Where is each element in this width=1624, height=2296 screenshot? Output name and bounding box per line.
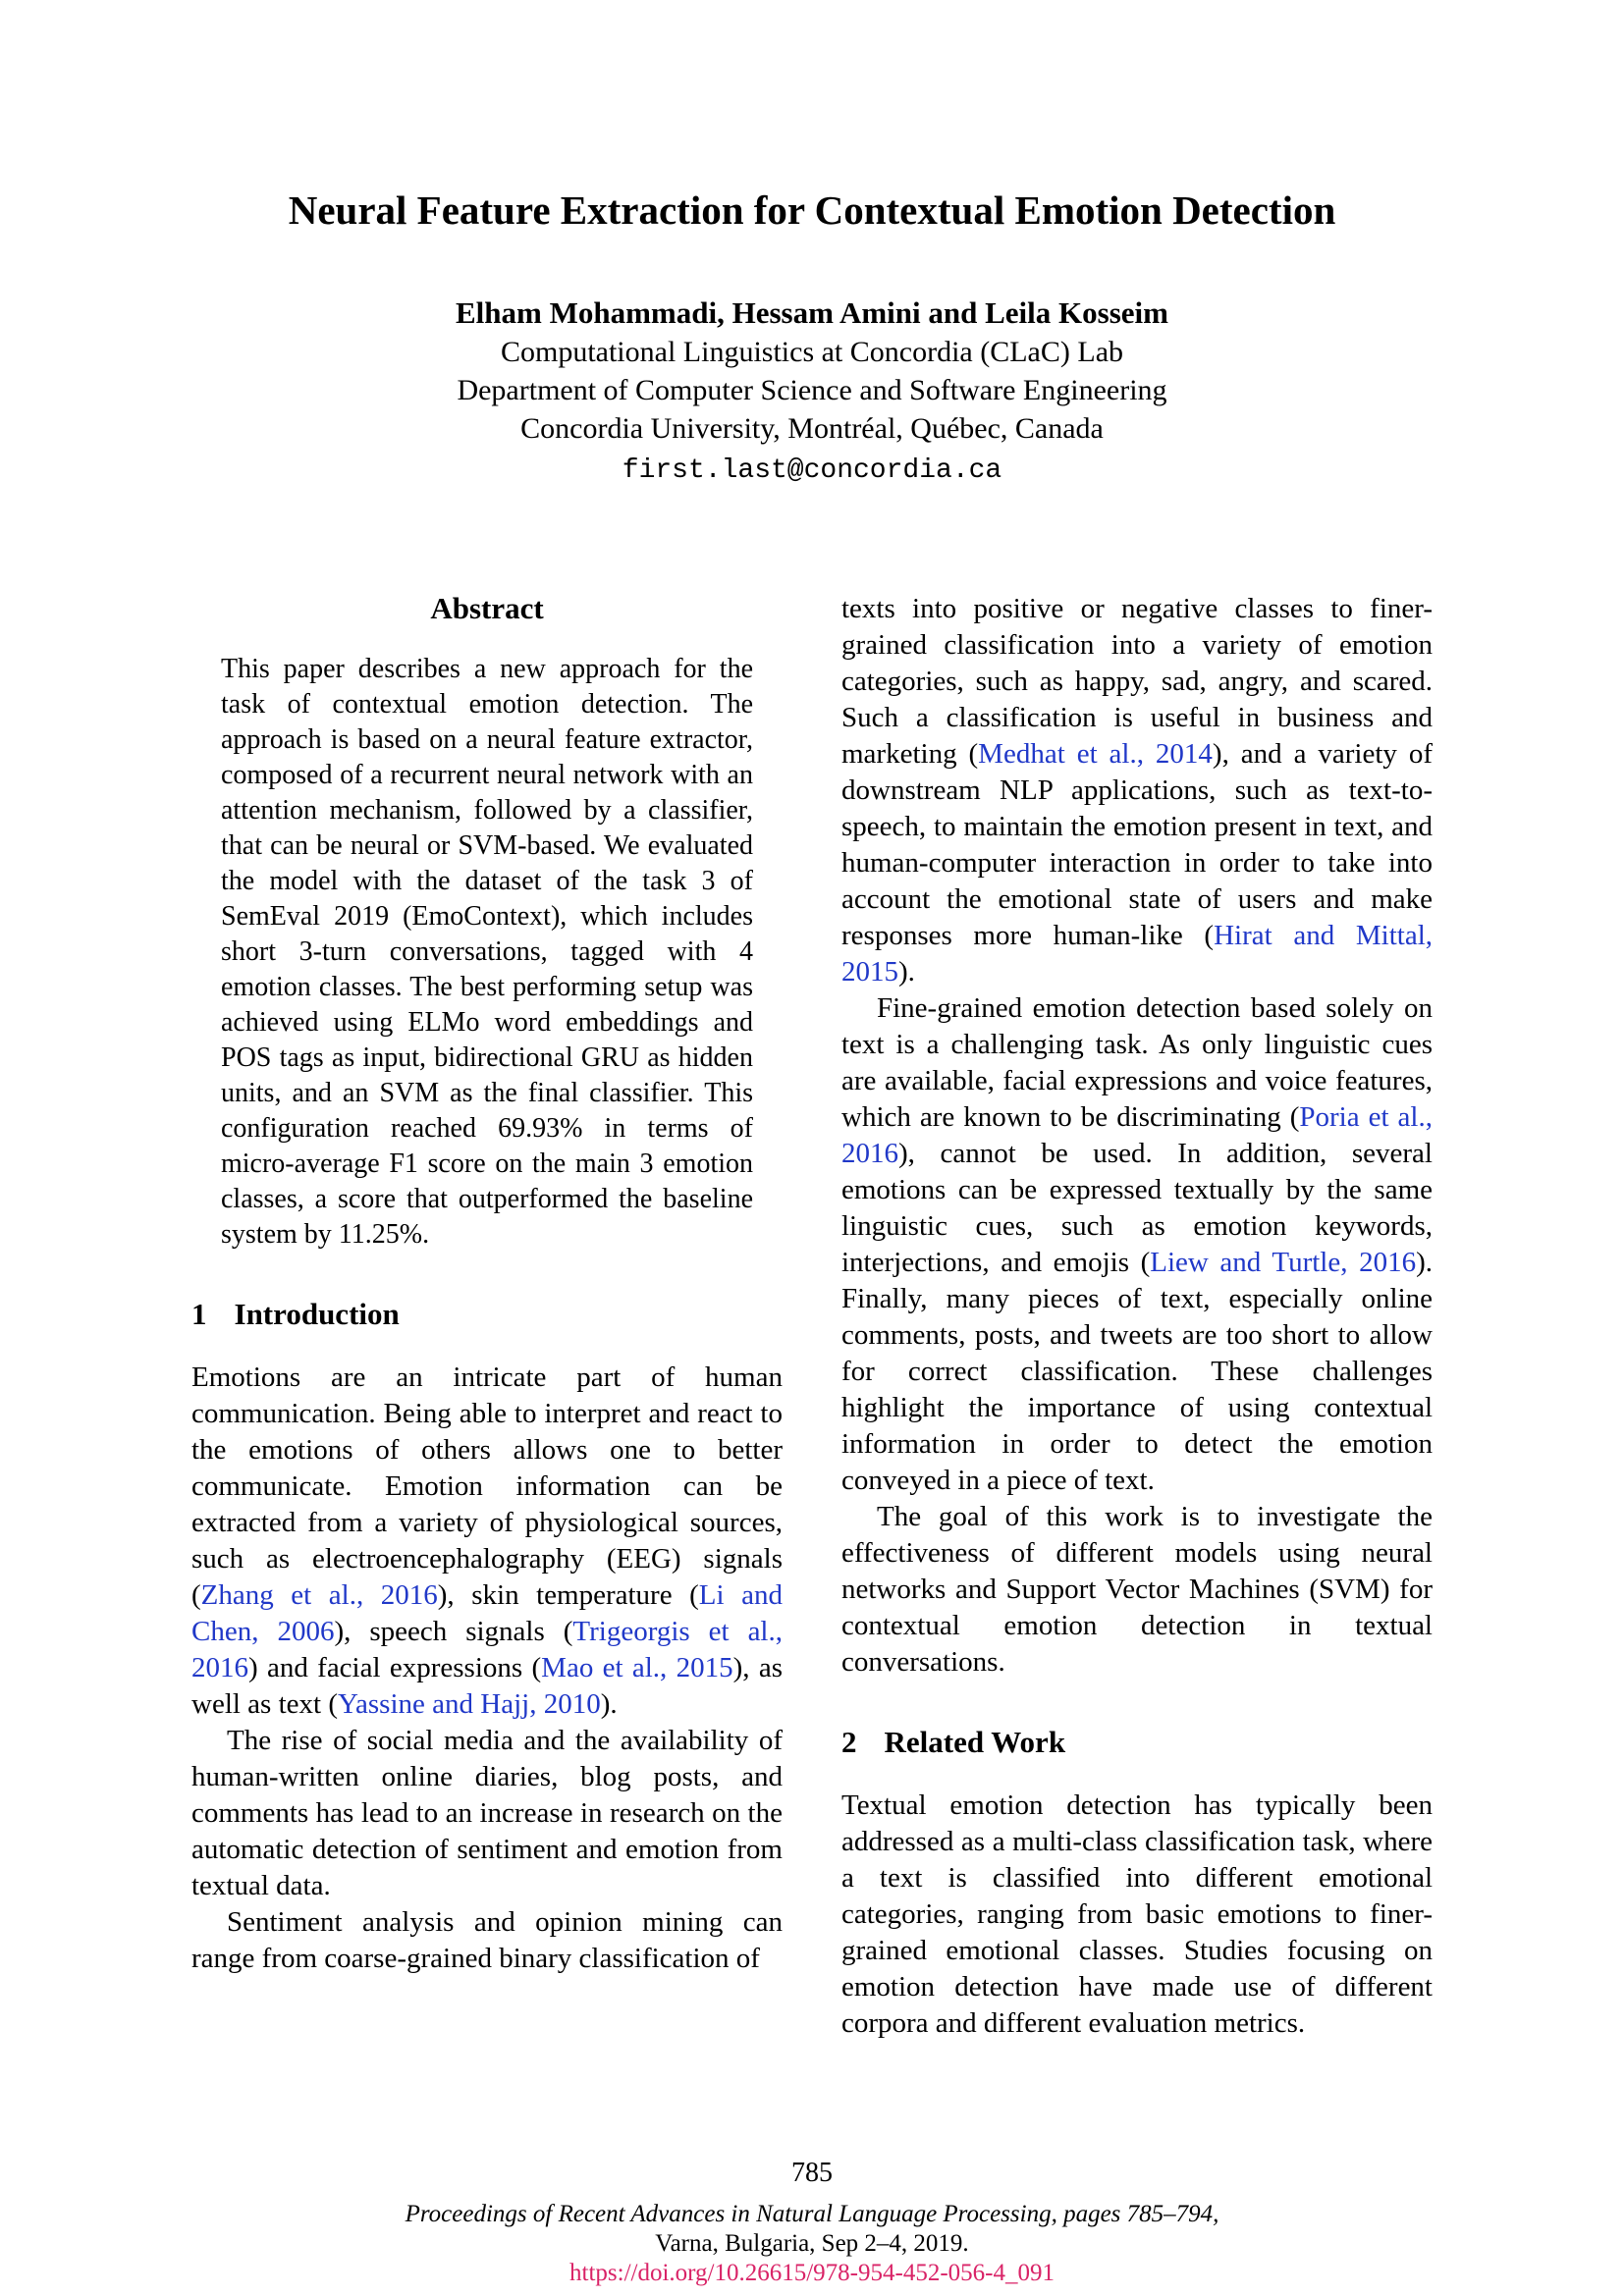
- page-footer: [0, 2157, 1624, 2288]
- authors-line: Elham Mohammadi, Hessam Amini and Leila Kosseim: [456, 295, 1168, 331]
- text-run: ).: [600, 1688, 618, 1721]
- abstract-text: This paper describes a new approach for the task of contextual emotion detection. The approach is based on a neural feature extractor, composed of a recurrent neural network with an attention mechanism, followed by a classifier, that can be neural or SVM-based. We evaluated the model with the dataset of the task 3 of SemEval 2019 (EmoContext), which includes short 3-turn conversations, tagged with 4 emotion classes. The best performing setup was achieved using ELMo word embeddings and POS tags as input, bidirectional GRU as hidden units, and an SVM as the final classifier. This configuration reached 69.93% in terms of micro-average F1 score on the main 3 emotion classes, a score that outperformed the baseline system by 11.25%.: [221, 654, 753, 1251]
- citation-link[interactable]: Poria et al., 2016: [841, 1101, 1433, 1170]
- section-number: 1: [191, 1297, 207, 1332]
- section-title: Related Work: [884, 1725, 1066, 1760]
- footer-proceedings-line: [0, 2200, 1624, 2229]
- citation-link[interactable]: Liew and Turtle, 2016: [1150, 1247, 1417, 1279]
- text-run: ), and a variety of downstream NLP applications, such as text-to-speech, to maintain the emotion present in text, and human-computer interaction in order to take into account the emotional state of users and make responses more human-like (: [841, 738, 1433, 952]
- text-run: ) and facial expressions (: [248, 1652, 542, 1684]
- citation-link[interactable]: Trigeorgis et al., 2016: [191, 1616, 783, 1684]
- right-column: [841, 591, 1433, 2162]
- paper-header: [191, 187, 1433, 489]
- citation-link[interactable]: Hirat and Mittal, 2015: [841, 920, 1433, 988]
- affiliation-line-lab: Computational Linguistics at Concordia (CLaC) Lab: [500, 336, 1124, 369]
- footer-page-number: 785: [791, 2158, 833, 2188]
- text-run: texts into positive or negative classes to finer-grained classification into a variety of emotion categories, such as happy, sad, angry, and scared. Such a classification is useful in business and marketing (: [841, 593, 1433, 771]
- email-address: first.last@concordia.ca: [622, 455, 1002, 487]
- text-run: Sentiment analysis and opinion mining can range from coarse-grained binary classification of: [191, 1906, 783, 1975]
- text-run: ).: [898, 956, 915, 988]
- paragraph-goal: [841, 1499, 1433, 1681]
- doi-link[interactable]: https://doi.org/10.26615/978-954-452-056-4_091: [569, 2260, 1055, 2286]
- paragraph-intro-1: [191, 1360, 783, 1723]
- text-run: ), skin temperature (: [437, 1579, 699, 1612]
- footer-venue-line: Varna, Bulgaria, Sep 2–4, 2019.: [655, 2230, 969, 2257]
- abstract-heading: Abstract: [430, 591, 544, 626]
- paragraph-intro-2: [191, 1723, 783, 1904]
- paragraph-intro-3: [191, 1904, 783, 1977]
- section-number: 2: [841, 1725, 857, 1760]
- text-run: ), cannot be used. In addition, several emotions can be expressed textually by the same linguistic cues, such as emotion keywords, interjections, and emojis (: [841, 1138, 1433, 1279]
- two-column-body: [191, 591, 1433, 2162]
- citation-link[interactable]: Li and Chen, 2006: [191, 1579, 783, 1648]
- section-heading-introduction: [191, 1296, 783, 1332]
- paragraph-continued: [841, 591, 1433, 990]
- text-run: Textual emotion detection has typically been addressed as a multi-class classification task, where a text is classified into different emotional categories, ranging from basic emotions to finer-grained emotional classes. Studies focusing on emotion detection have made use of different corpora and different evaluation metrics.: [841, 1789, 1433, 2040]
- section-title: Introduction: [234, 1297, 400, 1332]
- citation-link[interactable]: Yassine and Hajj, 2010: [337, 1688, 601, 1721]
- affiliation-line-department: Department of Computer Science and Software Engineering: [457, 374, 1167, 407]
- text-run: ), as well as text (: [191, 1652, 784, 1721]
- text-run: The rise of social media and the availability of human-written online diaries, blog posts, and comments has lead to an increase in research on the automatic detection of sentiment and emotion from textual data.: [191, 1725, 783, 1902]
- text-run: The goal of this work is to investigate the effectiveness of different models using neural networks and Support Vector Machines (SVM) for contextual emotion detection in textual conversations.: [841, 1501, 1433, 1679]
- paragraph-related-work-1: [841, 1788, 1433, 2042]
- paragraph-fine-grained: [841, 990, 1433, 1499]
- text-run: ). Finally, many pieces of text, especially online comments, posts, and tweets are too short to allow for correct classification. These challenges highlight the importance of using contextual information in order to detect the emotion conveyed in a piece of text.: [841, 1247, 1433, 1497]
- citation-link[interactable]: Zhang et al., 2016: [200, 1579, 438, 1612]
- citation-link[interactable]: Medhat et al., 2014: [978, 738, 1213, 771]
- section-heading-related-work: [841, 1724, 1433, 1760]
- affiliation-line-university: Concordia University, Montréal, Québec, Canada: [520, 412, 1104, 446]
- text-run: , pages 785–794,: [1051, 2201, 1219, 2227]
- italic-text: Proceedings of Recent Advances in Natural Language Processing: [405, 2201, 1052, 2227]
- paper-title: Neural Feature Extraction for Contextual Emotion Detection: [288, 187, 1336, 233]
- text-run: Fine-grained emotion detection based solely on text is a challenging task. As only linguistic cues are available, facial expressions and voice features, which are known to be discriminating (: [841, 992, 1433, 1134]
- text-run: ), speech signals (: [334, 1616, 573, 1648]
- left-column: [191, 591, 783, 2162]
- citation-link[interactable]: Mao et al., 2015: [541, 1652, 733, 1684]
- text-run: Emotions are an intricate part of human communication. Being able to interpret and react to the emotions of others allows one to better communicate. Emotion information can be extracted from a variety of physiological sources, such as electroencephalography (EEG) signals (: [191, 1362, 783, 1612]
